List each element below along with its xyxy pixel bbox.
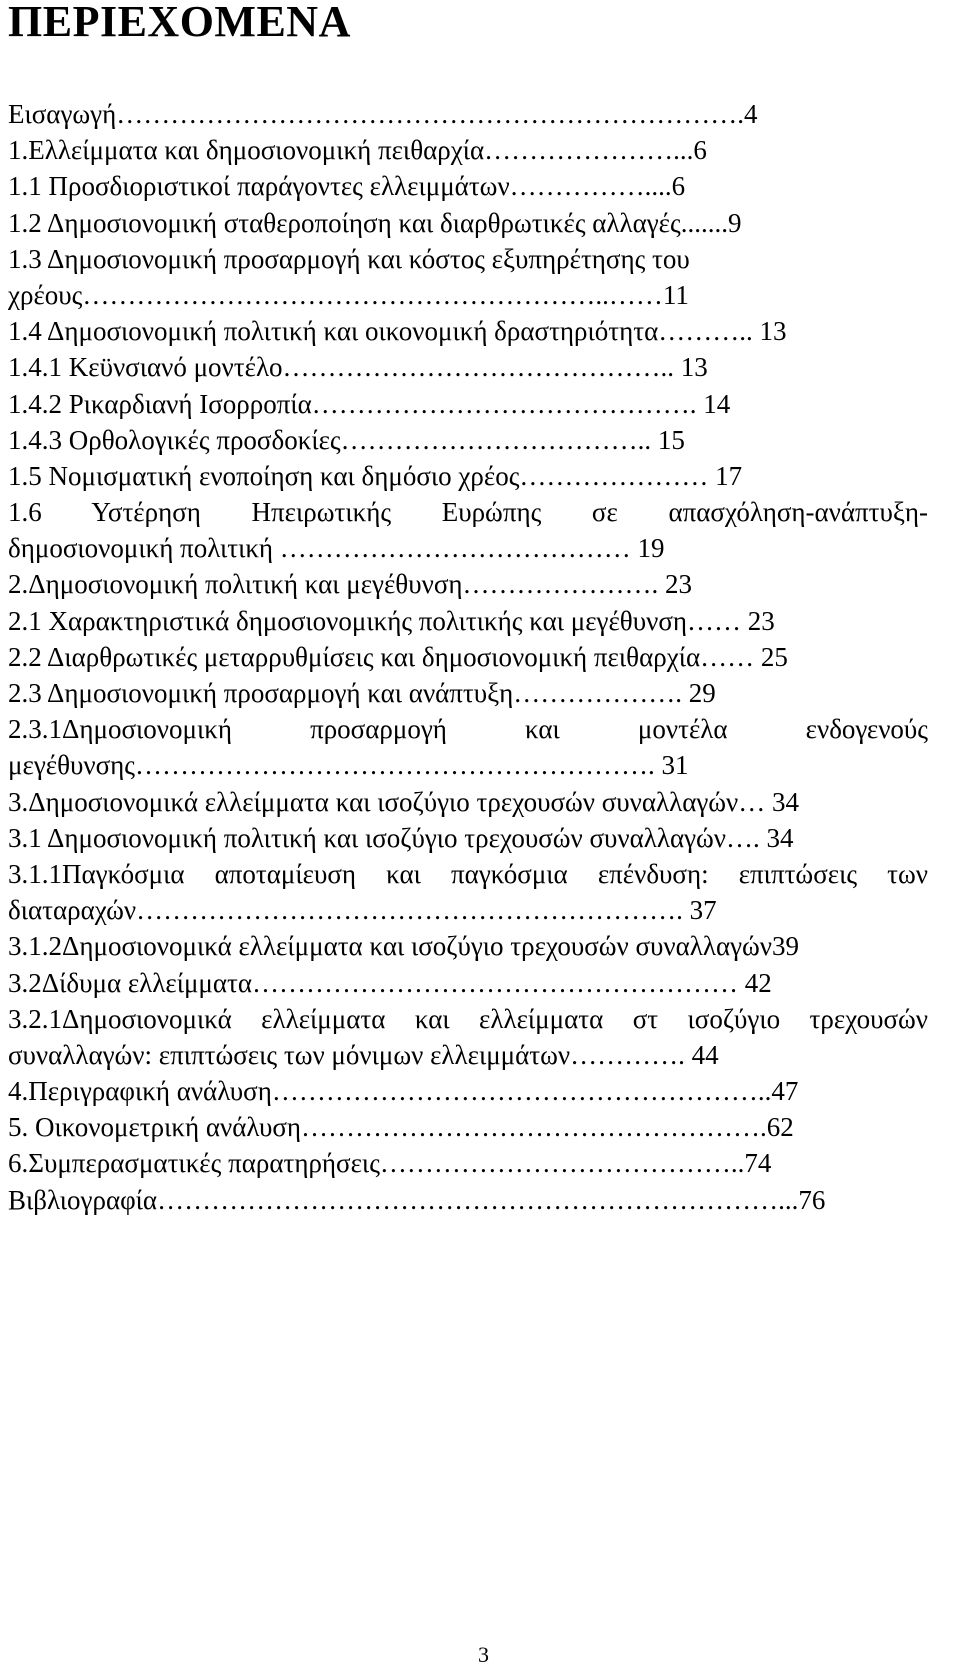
toc-line: 3.1 Δημοσιονομική πολιτική και ισοζύγιο τρεχουσών συναλλαγών…. 34 bbox=[8, 822, 794, 853]
toc-line: 2.Δημοσιονομική πολιτική και μεγέθυνση…………………. 23 bbox=[8, 569, 692, 600]
page-title: ΠΕΡΙΕΧΟΜΕΝΑ bbox=[8, 0, 351, 46]
toc-line: 2.1 Χαρακτηριστικά δημοσιονομικής πολιτικής και μεγέθυνση…… 23 bbox=[8, 605, 775, 636]
toc-line: Εισαγωγή…………………………………………………………….4 bbox=[8, 99, 758, 129]
toc-line: 1.Ελλείμματα και δημοσιονομική πειθαρχία…………………...6 bbox=[8, 135, 707, 166]
toc-line: 1.4 Δημοσιονομική πολιτική και οικονομική δραστηριότητα……….. 13 bbox=[8, 316, 787, 347]
toc-line: 5. Οικονομετρική ανάλυση…………………………………………….62 bbox=[8, 1112, 794, 1143]
page-number: 3 bbox=[478, 1642, 489, 1667]
toc-line: 1.4.2 Ρικαρδιανή Ισορροπία……………………………………. 14 bbox=[8, 388, 731, 419]
toc-line: 1.4.1 Κεϋνσιανό μοντέλο…………………………………….. 13 bbox=[8, 352, 708, 383]
toc-line: 3.2.1Δημοσιονομικά ελλείμματα και ελλείμματα στ ισοζύγιο τρεχουσών bbox=[8, 1003, 928, 1034]
toc-line: 1.2 Δημοσιονομική σταθεροποίηση και διαρθρωτικές αλλαγές.......9 bbox=[8, 207, 742, 238]
toc-line: 3.2Δίδυμα ελλείμματα……………………………………………… 42 bbox=[8, 967, 772, 998]
toc-line: μεγέθυνσης…………………………………………………. 31 bbox=[8, 750, 689, 781]
toc-line: 1.3 Δημοσιονομική προσαρμογή και κόστος εξυπηρέτησης του bbox=[8, 243, 690, 274]
toc-line: 2.3.1Δημοσιονομική προσαρμογή και μοντέλα ενδογενούς bbox=[8, 714, 928, 745]
toc-line: χρέους…………………………………………………..……11 bbox=[8, 279, 689, 310]
toc-line: 6.Συμπερασματικές παρατηρήσεις…………………………………..74 bbox=[8, 1148, 772, 1179]
toc-line: 1.4.3 Ορθολογικές προσδοκίες…………………………….. 15 bbox=[8, 424, 685, 455]
toc-line: 3.Δημοσιονομικά ελλείμματα και ισοζύγιο τρεχουσών συναλλαγών… 34 bbox=[8, 786, 800, 817]
toc-line: 2.2 Διαρθρωτικές μεταρρυθμίσεις και δημοσιονομική πειθαρχία…… 25 bbox=[8, 641, 788, 672]
toc-line: 1.6 Υστέρηση Ηπειρωτικής Ευρώπης σε απασχόληση-ανάπτυξη- bbox=[8, 497, 928, 528]
toc-line: δημοσιονομική πολιτική ………………………………… 19 bbox=[8, 533, 665, 564]
table-of-contents bbox=[8, 96, 928, 1218]
toc-line: Βιβλιογραφία……………………………………………………………...76 bbox=[8, 1184, 826, 1215]
toc-line: διαταραχών……………………………………………………. 37 bbox=[8, 895, 717, 926]
toc-line: 1.5 Νομισματική ενοποίηση και δημόσιο χρέος………………… 17 bbox=[8, 460, 743, 491]
toc-line: 4.Περιγραφική ανάλυση………………………………………………..47 bbox=[8, 1076, 799, 1107]
toc-line: 1.1 Προσδιοριστικοί παράγοντες ελλειμμάτων……………....6 bbox=[8, 171, 686, 202]
toc-line: 2.3 Δημοσιονομική προσαρμογή και ανάπτυξη………………. 29 bbox=[8, 678, 716, 708]
toc-line: 3.1.2Δημοσιονομικά ελλείμματα και ισοζύγιο τρεχουσών συναλλαγών39 bbox=[8, 931, 800, 962]
toc-line: 3.1.1Παγκόσμια αποταμίευση και παγκόσμια επένδυση: επιπτώσεις των bbox=[8, 858, 928, 889]
toc-line: συναλλαγών: επιπτώσεις των μόνιμων ελλειμμάτων…………. 44 bbox=[8, 1039, 719, 1070]
